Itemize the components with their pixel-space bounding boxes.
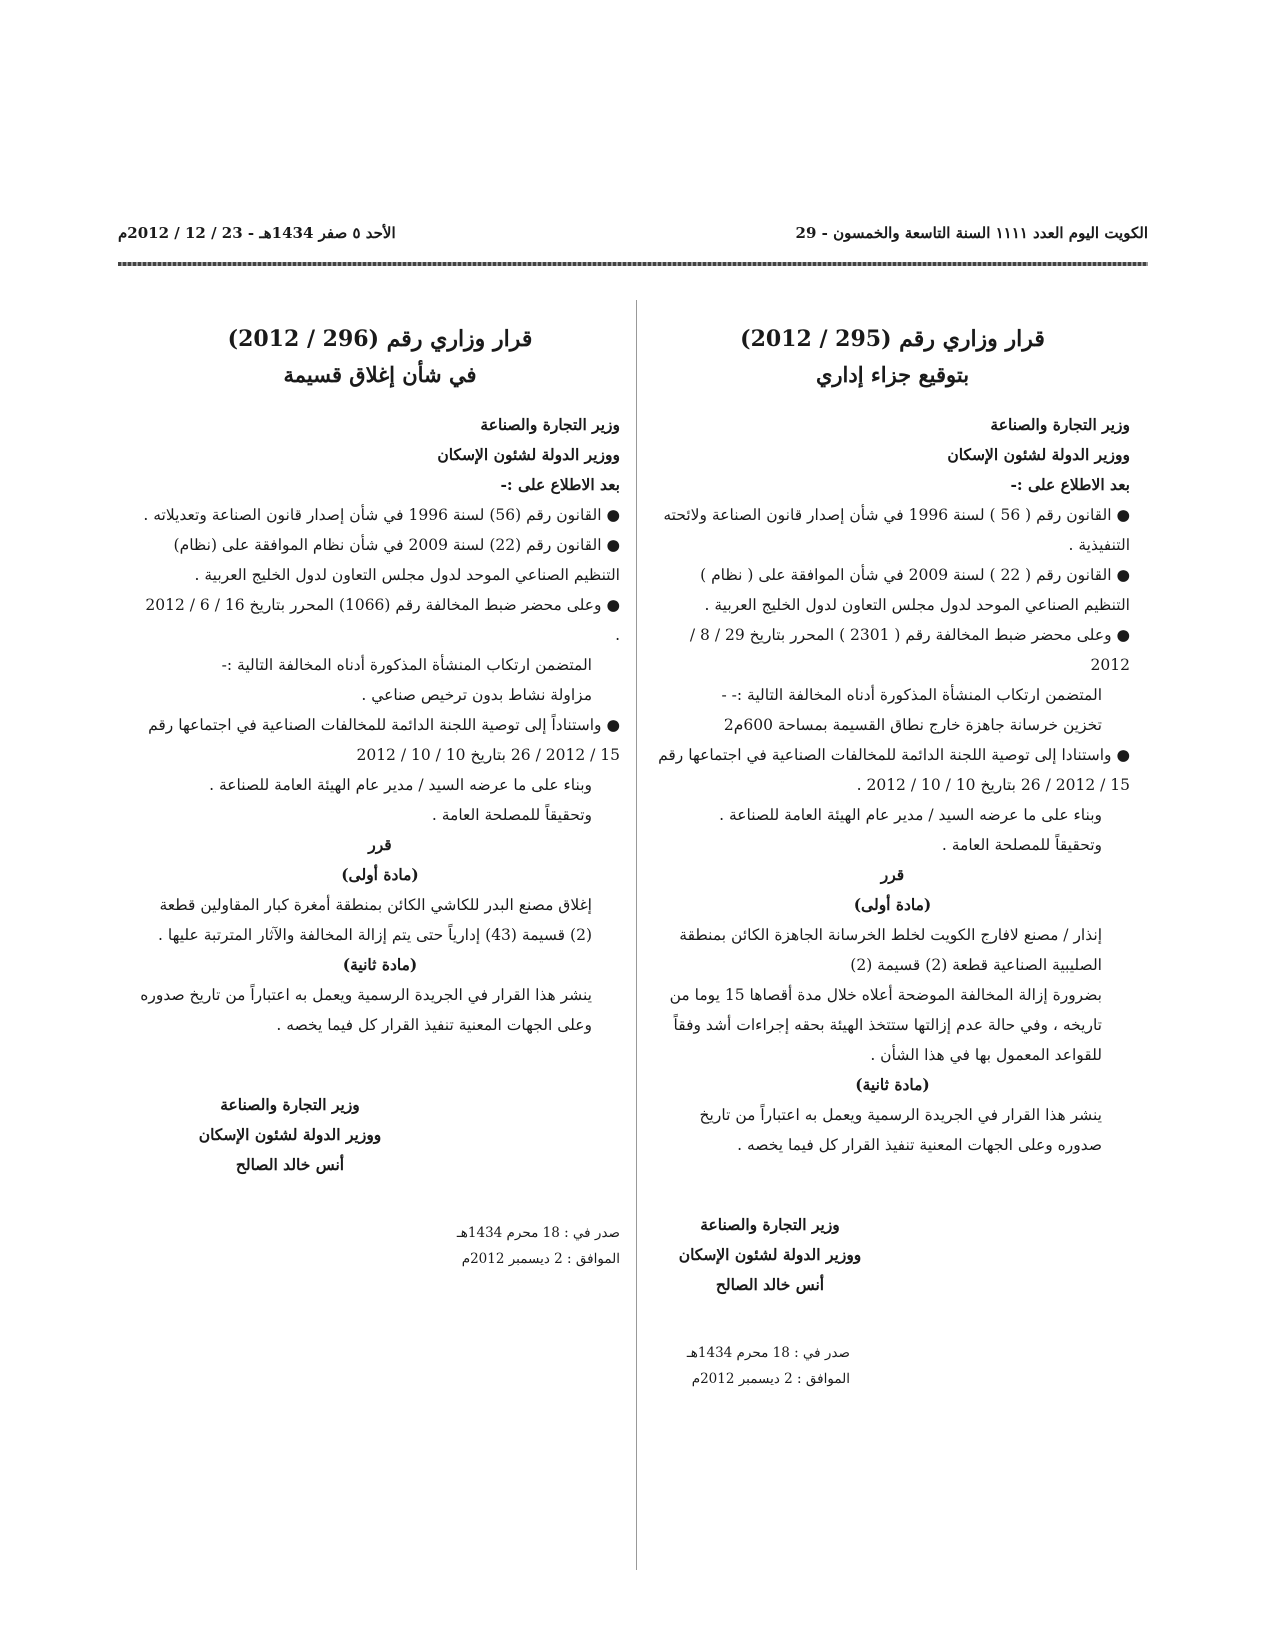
- article-1-text: إغلاق مصنع البدر للكاشي الكائن بمنطقة أمغرة كبار المقاولين قطعة (2) قسيمة (43) إدارياً حتى يتم إزالة المخالفة والآثار المترتبة عليها .: [158, 896, 592, 944]
- article-2-heading: (مادة ثانية): [855, 1075, 930, 1094]
- decision-subtitle: بتوقيع جزاء إداري: [815, 362, 970, 387]
- decision-title: قرار وزاري رقم (296 / 2012): [227, 326, 533, 352]
- preamble-paragraph: ● القانون رقم (56) لسنة 1996 في شأن إصدار قانون الصناعة وتعديلاته .: [143, 506, 620, 524]
- preamble-paragraph: وبناء على ما عرضه السيد / مدير عام الهيئة العامة للصناعة .: [719, 806, 1102, 824]
- page-header: [118, 218, 1148, 248]
- issued-block: [655, 1340, 850, 1392]
- issued-date-gregorian: الموافق : 2 ديسمبر 2012م: [691, 1371, 850, 1387]
- authority-line: وزير التجارة والصناعة: [990, 415, 1130, 434]
- signature-name: أنس خالد الصالح: [715, 1275, 825, 1294]
- signature-line: ووزير الدولة لشئون الإسكان: [678, 1245, 862, 1264]
- signature-line: وزير التجارة والصناعة: [220, 1095, 360, 1114]
- authority-line: ووزير الدولة لشئون الإسكان: [437, 445, 620, 464]
- signature-block: [140, 1090, 410, 1180]
- article-1-text: بضرورة إزالة المخالفة الموضحة أعلاه خلال مدة أقصاها 15 يوما من تاريخه ، وفي حالة عدم إزالتها ستتخذ الهيئة بحقه إجراءات أشد وفقاً للقواعد المعمول بها في هذا الشأن .: [669, 986, 1102, 1064]
- article-2-heading: (مادة ثانية): [342, 955, 418, 974]
- violation-text: مزاولة نشاط بدون ترخيص صناعي .: [361, 686, 592, 704]
- signature-name: أنس خالد الصالح: [235, 1155, 345, 1174]
- preamble-paragraph: ● وعلى محضر ضبط المخالفة رقم (1066) المحرر بتاريخ 16 / 6 / 2012 .: [145, 596, 620, 644]
- decided-heading: قرر: [880, 865, 905, 884]
- preamble-paragraph: ● وعلى محضر ضبط المخالفة رقم ( 2301 ) المحرر بتاريخ 29 / 8 / 2012: [689, 626, 1130, 674]
- preamble-paragraph: ● واستناداً إلى توصية اللجنة الدائمة للمخالفات الصناعية في اجتماعها رقم 15 / 2012 / 26 بتاريخ 10 / 10 / 2012: [148, 716, 620, 764]
- article-2-text: ينشر هذا القرار في الجريدة الرسمية ويعمل به اعتباراً من تاريخ صدوره وعلى الجهات المعنية تنفيذ القرار كل فيما يخصه .: [699, 1106, 1102, 1154]
- preamble-paragraph: ● واستنادا إلى توصية اللجنة الدائمة للمخالفات الصناعية في اجتماعها رقم 15 / 2012 / 26 بتاريخ 10 / 10 / 2012 .: [658, 746, 1130, 794]
- issued-date-gregorian: الموافق : 2 ديسمبر 2012م: [461, 1251, 620, 1267]
- preamble-paragraph: وتحقيقاً للمصلحة العامة .: [431, 806, 592, 824]
- violation-text: تخزين خرسانة جاهزة خارج نطاق القسيمة بمساحة 600م2: [723, 716, 1102, 734]
- signature-block: [655, 1210, 890, 1300]
- issued-block: [140, 1220, 620, 1272]
- authority-line: بعد الاطلاع على :-: [500, 475, 620, 494]
- authority-line: وزير التجارة والصناعة: [480, 415, 620, 434]
- preamble-paragraph: ● القانون رقم ( 56 ) لسنة 1996 في شأن إصدار قانون الصناعة ولائحته التنفيذية .: [663, 506, 1130, 554]
- issued-date-hijri: صدر في : 18 محرم 1434هـ: [686, 1345, 850, 1361]
- preamble-paragraph: المتضمن ارتكاب المنشأة المذكورة أدناه المخالفة التالية :- -: [721, 686, 1102, 704]
- preamble-paragraph: وبناء على ما عرضه السيد / مدير عام الهيئة العامة للصناعة .: [209, 776, 592, 794]
- article-1-heading: (مادة أولى): [341, 865, 419, 884]
- preamble-paragraph: وتحقيقاً للمصلحة العامة .: [941, 836, 1102, 854]
- preamble-paragraph: ● القانون رقم ( 22 ) لسنة 2009 في شأن الموافقة على ( نظام ) التنظيم الصناعي الموحد لدول مجلس التعاون لدول الخليج العربية .: [700, 566, 1130, 614]
- preamble-paragraph: المتضمن ارتكاب المنشأة المذكورة أدناه المخالفة التالية :-: [221, 656, 592, 674]
- signature-line: ووزير الدولة لشئون الإسكان: [198, 1125, 382, 1144]
- decision-295: [655, 320, 1130, 1392]
- column-divider: [636, 300, 637, 1570]
- decision-296: [140, 320, 620, 1272]
- header-divider: [118, 262, 1148, 266]
- article-1-heading: (مادة أولى): [853, 895, 932, 914]
- decision-subtitle: في شأن إغلاق قسيمة: [283, 362, 477, 387]
- decided-heading: قرر: [368, 835, 392, 854]
- decision-title: قرار وزاري رقم (295 / 2012): [740, 326, 1045, 352]
- article-1-text: إنذار / مصنع لافارج الكويت لخلط الخرسانة الجاهزة الكائن بمنطقة الصليبية الصناعية قطعة (2) قسيمة (2): [679, 926, 1102, 974]
- issued-date-hijri: صدر في : 18 محرم 1434هـ: [456, 1225, 620, 1241]
- preamble-paragraph: ● القانون رقم (22) لسنة 2009 في شأن نظام الموافقة على (نظام) التنظيم الصناعي الموحد لدول مجلس التعاون لدول الخليج العربية .: [173, 536, 620, 584]
- header-issue-info: الكويت اليوم العدد ١١١١ السنة التاسعة والخمسون - 29: [795, 224, 1148, 242]
- article-2-text: ينشر هذا القرار في الجريدة الرسمية ويعمل به اعتباراً من تاريخ صدوره وعلى الجهات المعنية تنفيذ القرار كل فيما يخصه .: [140, 986, 592, 1034]
- signature-line: وزير التجارة والصناعة: [700, 1215, 840, 1234]
- authority-line: ووزير الدولة لشئون الإسكان: [947, 445, 1130, 464]
- header-date: الأحد ٥ صفر 1434هـ - 23 / 12 / 2012م: [118, 224, 396, 242]
- authority-line: بعد الاطلاع على :-: [1010, 475, 1130, 494]
